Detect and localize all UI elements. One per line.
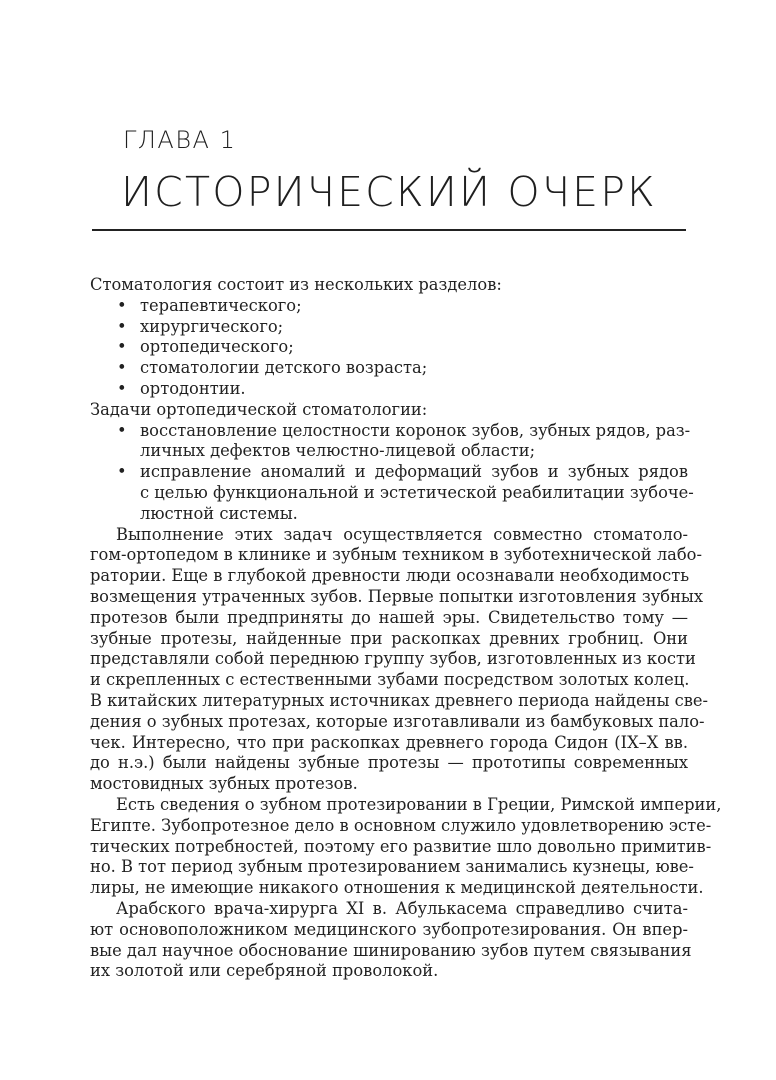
text-line: исправление аномалий и деформаций зубов и зубных рядов [140, 462, 688, 482]
list-item [90, 358, 688, 379]
text-line: ют основоположником медицинского зубопротезирования. Он впер- [90, 919, 688, 939]
text-line: с целью функциональной и эстетической реабилитации зубоче- [140, 482, 694, 502]
text-line: возмещения утраченных зубов. Первые попытки изготовления зубных [90, 586, 704, 606]
bullet-icon: • [117, 295, 127, 315]
text-line: представляли собой переднюю группу зубов, изготовленных из кости [90, 649, 696, 669]
tasks-list [90, 420, 694, 525]
list-item-text: ортопедического; [140, 337, 294, 357]
list-item-text: ортодонтии. [140, 378, 246, 398]
intro-paragraph: Стоматология состоит из нескольких разделов: [90, 275, 502, 294]
text-line: Арабского врача-хирурга XI в. Абулькасема справедливо счита- [116, 898, 688, 918]
text-line: чек. Интересно, что при раскопках древнего города Сидон (IX–X вв. [90, 732, 688, 752]
list-item-text: хирургического; [140, 316, 284, 336]
paragraph [90, 524, 709, 795]
tasks-intro: Задачи ортопедической стоматологии: [90, 399, 428, 419]
list-item-text: терапевтического; [140, 295, 302, 315]
bullet-icon: • [117, 378, 127, 398]
text-line: зубные протезы, найденные при раскопках древних гробниц. Они [90, 628, 688, 648]
sections-list [90, 296, 688, 400]
list-item [90, 462, 694, 524]
list-item-text [140, 462, 694, 524]
text-line: мостовидных зубных протезов. [90, 774, 358, 794]
text-line: Есть сведения о зубном протезировании в Греции, Римской империи, [116, 794, 722, 814]
text-line: лиры, не имеющие никакого отношения к медицинской деятельности. [90, 878, 704, 898]
list-item [90, 337, 688, 358]
list-item [90, 379, 688, 400]
text-line: ратории. Еще в глубокой древности люди осознавали необходимость [90, 566, 690, 586]
list-item [90, 317, 688, 338]
text-line: и скрепленных с естественными зубами посредством золотых колец. [90, 670, 690, 690]
paragraph [90, 794, 722, 899]
text-line: восстановление целостности коронок зубов, зубных рядов, раз- [140, 420, 691, 440]
text-line: до н.э.) были найдены зубные протезы — прототипы современных [90, 753, 688, 773]
text-line: гом-ортопедом в клинике и зубным техником в зуботехнической лабо- [90, 545, 702, 565]
text-line: но. В тот период зубным протезированием занимались кузнецы, юве- [90, 857, 694, 877]
bullet-icon: • [117, 462, 127, 482]
paragraph [90, 898, 692, 982]
list-item [90, 296, 688, 317]
text-line: их золотой или серебряной проволокой. [90, 961, 439, 981]
list-item-text [140, 420, 691, 463]
bullet-icon: • [117, 337, 127, 357]
list-item-text: стоматологии детского возраста; [140, 358, 428, 378]
text-line: вые дал научное обоснование шинированию зубов путем связывания [90, 940, 692, 960]
list-item [90, 420, 691, 463]
text-line: люстной системы. [140, 503, 298, 523]
text-line: В китайских литературных источниках древнего периода найдены све- [90, 690, 709, 710]
body-text [90, 275, 722, 982]
text-line: тических потребностей, поэтому его развитие шло довольно примитив- [90, 836, 712, 856]
title-rule [92, 229, 686, 231]
bullet-icon: • [117, 316, 127, 336]
text-line: дения о зубных протезах, которые изготавливали из бамбуковых пало- [90, 711, 705, 731]
text-line: протезов были предприняты до нашей эры. Свидетельство тому — [90, 607, 688, 627]
chapter-label: ГЛАВА 1 [123, 126, 237, 154]
text-line: Выполнение этих задач осуществляется совместно стоматоло- [116, 524, 688, 544]
text-line: Египте. Зубопротезное дело в основном служило удовлетворению эсте- [90, 815, 712, 835]
bullet-icon: • [117, 358, 127, 378]
bullet-icon: • [117, 420, 127, 440]
chapter-title: ИСТОРИЧЕСКИЙ ОЧЕРК [121, 168, 658, 216]
text-line: личных дефектов челюстно-лицевой области; [140, 441, 536, 461]
